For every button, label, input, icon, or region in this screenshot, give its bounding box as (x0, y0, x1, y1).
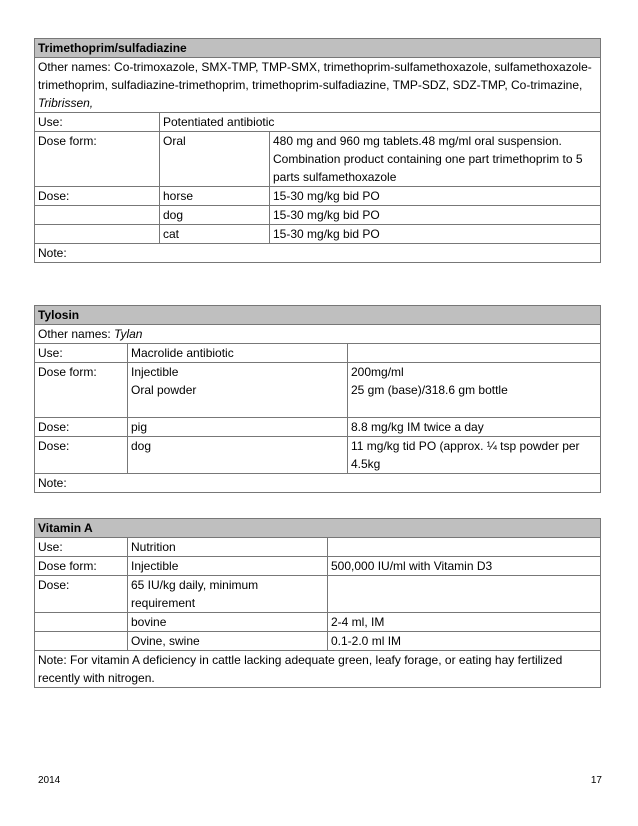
table-row (35, 113, 601, 132)
table-row (35, 651, 601, 688)
drug-table-trimethoprim (34, 38, 601, 263)
note-cell: Note: (35, 474, 601, 493)
table-row (35, 538, 601, 557)
dose-species: bovine (128, 613, 328, 632)
dose-label: Dose: (35, 187, 160, 206)
other-names-brand: Tribrissen, (38, 96, 94, 110)
dose-label-empty (35, 632, 128, 651)
dose-form-label: Dose form: (35, 132, 160, 187)
table-row (35, 576, 601, 613)
table-row (35, 225, 601, 244)
table-row (35, 519, 601, 538)
dose-amount: 11 mg/kg tid PO (approx. ¼ tsp powder per 4.5kg (348, 437, 601, 474)
dose-form-label: Dose form: (35, 557, 128, 576)
table-row (35, 613, 601, 632)
dose-label-empty (35, 225, 160, 244)
dose-label: Dose: (35, 418, 128, 437)
dose-amount: 15-30 mg/kg bid PO (270, 187, 601, 206)
dose-form-value: Injectible (128, 557, 328, 576)
dose-amount: 15-30 mg/kg bid PO (270, 225, 601, 244)
table-row (35, 306, 601, 325)
use-value: Potentiated antibiotic (160, 113, 601, 132)
table-row (35, 132, 601, 187)
drug-title: Trimethoprim/sulfadiazine (35, 39, 601, 58)
other-names-label: Other names: (38, 327, 115, 341)
dose-species: horse (160, 187, 270, 206)
dose-species: cat (160, 225, 270, 244)
note-cell: Note: For vitamin A deficiency in cattle lacking adequate green, leafy forage, or eating hay fertilized recently with nitrogen. (35, 651, 601, 688)
use-value: Nutrition (128, 538, 328, 557)
dose-form-value-line: Oral powder (131, 383, 197, 397)
dose-general: 65 IU/kg daily, minimum requirement (128, 576, 328, 613)
dose-species: dog (160, 206, 270, 225)
dose-form-detail-line: 200mg/ml (351, 365, 404, 379)
dose-label: Dose: (35, 576, 128, 613)
dose-species: Ovine, swine (128, 632, 328, 651)
use-value: Macrolide antibiotic (128, 344, 348, 363)
table-row (35, 437, 601, 474)
table-row (35, 58, 601, 113)
use-extra-empty (328, 538, 601, 557)
dose-form-detail (270, 132, 601, 187)
table-row (35, 344, 601, 363)
table-row (35, 244, 601, 263)
dose-form-detail: 500,000 IU/ml with Vitamin D3 (328, 557, 601, 576)
other-names-list: Co-trimoxazole, SMX-TMP, TMP-SMX, trimethoprim-sulfamethoxazole, sulfamethoxazole-trimethoprim, sulfadiazine-trimethoprim, trimethoprim-sulfadiazine, TMP-SDZ, SDZ-TMP, Co-trimazine, (38, 60, 592, 92)
other-names-label: Other names: (38, 60, 115, 74)
table-row (35, 363, 601, 418)
table-row (35, 325, 601, 344)
other-names-cell (35, 325, 601, 344)
dose-label: Dose: (35, 437, 128, 474)
note-cell: Note: (35, 244, 601, 263)
drug-table-vitamin-a (34, 518, 601, 688)
table-row (35, 206, 601, 225)
dose-amount: 15-30 mg/kg bid PO (270, 206, 601, 225)
use-extra-empty (348, 344, 601, 363)
dose-extra-empty (328, 576, 601, 613)
dose-form-detail-line: 25 gm (base)/318.6 gm bottle (351, 383, 508, 397)
table-row (35, 39, 601, 58)
table-row (35, 187, 601, 206)
dose-form-value (128, 363, 348, 418)
dose-form-detail-line: Combination product containing one part trimethoprim to 5 parts sulfamethoxazole (273, 152, 583, 184)
drug-title: Tylosin (35, 306, 601, 325)
dose-form-detail-line: 480 mg and 960 mg tablets.48 mg/ml oral suspension. (273, 134, 562, 148)
dose-label-empty (35, 206, 160, 225)
dose-form-detail (348, 363, 601, 418)
use-label: Use: (35, 538, 128, 557)
dose-species: pig (128, 418, 348, 437)
table-row (35, 632, 601, 651)
dose-form-value-line: Injectible (131, 365, 179, 379)
footer-year: 2014 (38, 775, 61, 786)
table-row (35, 557, 601, 576)
drug-title: Vitamin A (35, 519, 601, 538)
dose-amount: 8.8 mg/kg IM twice a day (348, 418, 601, 437)
drug-table-tylosin (34, 305, 601, 493)
other-names-brand: Tylan (114, 327, 143, 341)
other-names-cell (35, 58, 601, 113)
dose-amount: 2-4 ml, IM (328, 613, 601, 632)
dose-form-value: Oral (160, 132, 270, 187)
dose-form-label: Dose form: (35, 363, 128, 418)
dose-species: dog (128, 437, 348, 474)
dose-amount: 0.1-2.0 ml IM (328, 632, 601, 651)
page-number: 17 (590, 775, 602, 786)
table-row (35, 474, 601, 493)
dose-label-empty (35, 613, 128, 632)
use-label: Use: (35, 344, 128, 363)
table-row (35, 418, 601, 437)
use-label: Use: (35, 113, 160, 132)
